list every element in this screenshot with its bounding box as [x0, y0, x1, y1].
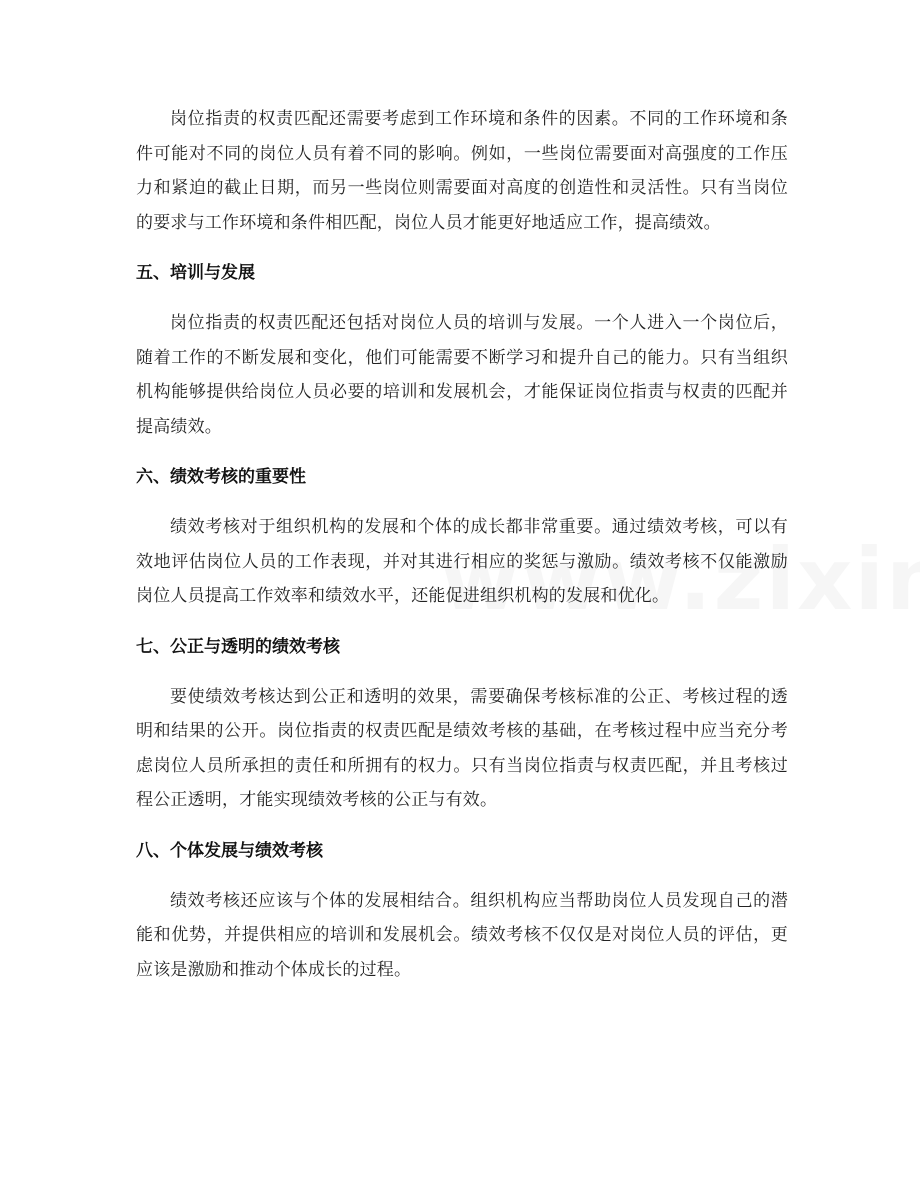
section-heading-fairness: 七、公正与透明的绩效考核 — [136, 636, 340, 657]
document-body — [136, 102, 788, 987]
paragraph-individual-development: 绩效考核还应该与个体的发展相结合。组织机构应当帮助岗位人员发现自己的潜能和优势，并提供相应的培训和发展机会。绩效考核不仅仅是对岗位人员的评估，更应该是激励和推动个体成长的过程。 — [136, 890, 788, 980]
section-heading-importance: 六、绩效考核的重要性 — [136, 467, 306, 487]
spacer — [136, 614, 788, 630]
section-heading-training: 五、培训与发展 — [136, 263, 255, 283]
spacer — [136, 664, 788, 680]
spacer — [136, 240, 788, 256]
paragraph-work-environment: 岗位指责的权责匹配还需要考虑到工作环境和条件的因素。不同的工作环境和条件可能对不同的岗位人员有着不同的影响。例如，一些岗位需要面对高强度的工作压力和紧迫的截止日期，而另一些岗位则需要面对高度的创造性和灵活性。只有当岗位的要求与工作环境和条件相匹配，岗位人员才能更好地适应工作，提高绩效。 — [136, 109, 788, 233]
paragraph-training: 岗位指责的权责匹配还包括对岗位人员的培训与发展。一个人进入一个岗位后，随着工作的不断发展和变化，他们可能需要不断学习和提升自己的能力。只有当组织机构能够提供给岗位人员必要的培训和发展机会，才能保证岗位指责与权责的匹配并提高绩效。 — [136, 313, 788, 437]
spacer — [136, 818, 788, 834]
paragraph-importance: 绩效考核对于组织机构的发展和个体的成长都非常重要。通过绩效考核，可以有效地评估岗位人员的工作表现，并对其进行相应的奖惩与激励。绩效考核不仅能激励岗位人员提高工作效率和绩效水平，还能促进组织机构的发展和优化。 — [136, 517, 788, 606]
spacer — [136, 868, 788, 884]
spacer — [136, 444, 788, 460]
spacer — [136, 494, 788, 510]
spacer — [136, 290, 788, 306]
paragraph-fairness: 要使绩效考核达到公正和透明的效果，需要确保考核标准的公正、考核过程的透明和结果的公开。岗位指责的权责匹配是绩效考核的基础，在考核过程中应当充分考虑岗位人员所承担的责任和所拥有的权力。只有当岗位指责与权责匹配，并且考核过程公正透明，才能实现绩效考核的公正与有效。 — [136, 686, 788, 810]
section-heading-individual-development: 八、个体发展与绩效考核 — [136, 840, 323, 861]
